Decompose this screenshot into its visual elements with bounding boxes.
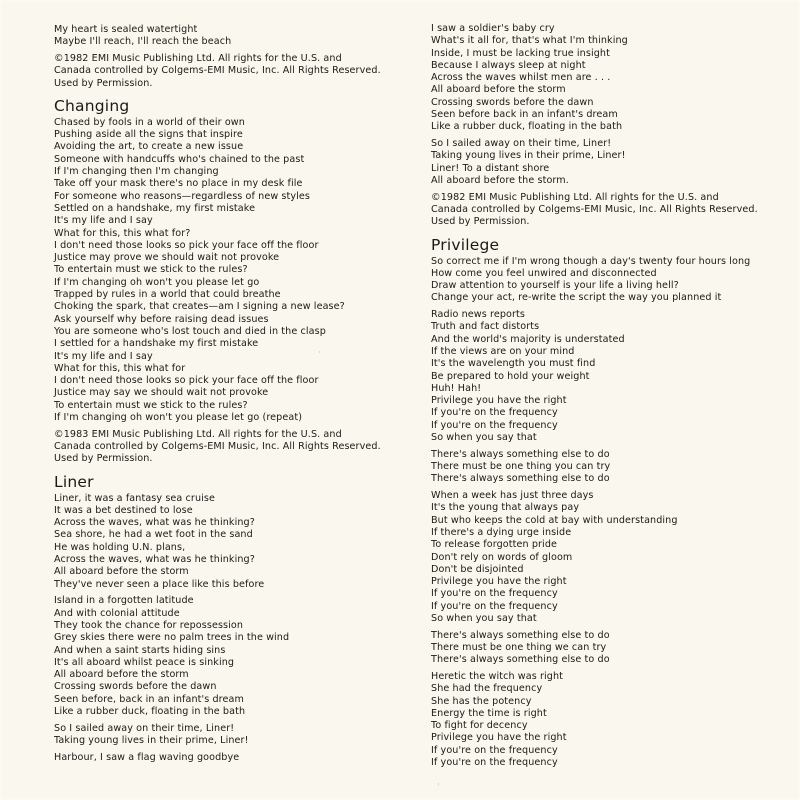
lyric-line: It's the wavelength you must find [431,358,596,370]
lyric-stanza [54,723,404,748]
lyric-line: It's all aboard whilst peace is sinking [54,656,235,668]
changing-lyrics [54,117,404,424]
lyric-line: Privilege you have the right [431,395,567,407]
lyric-line: Huh! Hah! [431,382,482,394]
lyric-line: Inside, I must be lacking true insight [431,47,610,59]
left-column [54,24,404,768]
lyric-line: Truth and fact distorts [431,321,540,333]
lyric-line: So when you say that [431,432,537,444]
liner-lyrics [54,493,404,764]
lyric-line: It's my life and I say [54,350,153,362]
lyric-line: Someone with handcuffs who's chained to the past [54,153,305,165]
lyric-line: Be prepared to hold your weight [431,370,590,382]
lyric-line: Justice may say we should wait not provoke [54,387,269,399]
changing-copyright [54,429,404,466]
lyric-line: She had the frequency [431,683,543,695]
lyric-line: There's always something else to do [431,629,610,641]
lyric-line: If I'm changing then I'm changing [54,166,219,178]
lyric-line: Don't be disjointed [431,563,524,575]
lyric-line: Across the waves whilst men are . . . [431,72,611,84]
lyric-line: All aboard before the storm [431,84,566,96]
lyric-line: Because I always sleep at night [431,59,586,71]
lyric-line: Crossing swords before the dawn [54,681,217,693]
lyric-line: Taking young lives in their prime, Liner! [54,735,249,746]
lyric-line: Like a rubber duck, floating in the bath [431,121,623,133]
lyric-stanza [431,449,781,486]
lyric-line: All aboard before the storm. [431,174,569,186]
lyric-line: I don't need those looks so pick your face off the floor [54,375,319,387]
lyric-line: He was holding U.N. plans, [54,541,186,553]
lyric-line: Harbour, I saw a flag waving goodbye [54,751,240,763]
lyric-line: Grey skies there were no palm trees in the wind [54,632,290,644]
lyric-line: Across the waves, what was he thinking? [54,554,255,566]
lyric-line: Radio news reports [431,309,525,321]
lyric-line: Settled on a handshake, my first mistake [54,202,256,214]
lyric-line: What for this, this what for? [54,227,191,239]
text-line: Used by Permission. [54,77,153,89]
lyric-line: I saw a soldier's baby cry [431,23,555,34]
lyric-stanza [431,256,781,305]
paper-speck-decoration: · [318,348,321,358]
lyric-line: So when you say that [431,613,537,625]
lyric-line: Justice may prove we should wait not provoke [54,252,280,264]
privilege-lyrics [431,256,781,770]
lyric-line: Crossing swords before the dawn [431,96,594,108]
lyric-line: To fight for decency [431,720,528,732]
lyric-line: Like a rubber duck, floating in the bath [54,706,246,718]
lyric-line: If you're on the frequency [431,588,558,600]
text-line: ©1982 EMI Music Publishing Ltd. All rights for the U.S. and [54,52,342,64]
lyric-line: It was a bet destined to lose [54,504,193,516]
lyric-line: Chased by fools in a world of their own [54,116,245,128]
intro-stanza [54,24,404,49]
text-line: Maybe I'll reach, I'll reach the beach [54,36,232,48]
lyric-line: And when a saint starts hiding sins [54,644,226,656]
lyric-line: If there's a dying urge inside [431,526,572,538]
lyric-line: And the world's majority is understated [431,333,625,345]
lyric-line: When a week has just three days [431,490,594,502]
lyric-line: I settled for a handshake my first mistake [54,338,259,350]
lyric-stanza [54,117,404,424]
lyric-line: And with colonial attitude [54,607,180,619]
text-line: ©1982 EMI Music Publishing Ltd. All rights for the U.S. and [431,191,719,203]
lyric-line: Pushing aside all the signs that inspire [54,129,243,141]
lyric-line: Draw attention to yourself is your life a living hell? [431,280,679,292]
lyric-line: All aboard before the storm [54,566,189,578]
lyric-line: Trapped by rules in a world that could breathe [54,289,281,301]
lyric-stanza [431,671,781,769]
lyric-line: She has the potency [431,695,532,707]
text-line: Used by Permission. [54,453,153,465]
lyric-line: If you're on the frequency [431,600,558,612]
lyric-line: There must be one thing you can try [431,461,611,473]
lyric-stanza [431,23,781,134]
lyric-line: So correct me if I'm wrong though a day's twenty four hours long [431,255,751,267]
lyric-line: If you're on the frequency [431,419,558,431]
text-line: Canada controlled by Colgems-EMI Music, Inc. All Rights Reserved. [54,440,381,452]
intro-copyright [54,53,404,90]
lyric-line: Ask yourself why before raising dead issues [54,313,269,325]
lyric-line: Island in a forgotten latitude [54,595,194,607]
lyric-stanza [431,630,781,667]
lyric-line: To entertain must we stick to the rules? [54,264,248,276]
lyric-line: Avoiding the art, to create a new issue [54,141,244,153]
lyric-line: If I'm changing oh won't you please let go [54,276,260,288]
liner-copyright [431,192,781,229]
liner-lyrics-continued [431,23,781,187]
lyric-line: Change your act, re-write the script the way you planned it [431,292,722,304]
lyric-line: To entertain must we stick to the rules? [54,399,248,411]
lyric-line: Seen before back in an infant's dream [431,109,618,121]
lyric-line: Choking the spark, that creates—am I signing a new lease? [54,301,345,313]
lyric-stanza [54,493,404,591]
lyric-line: If you're on the frequency [431,744,558,756]
lyric-line: Taking young lives in their prime, Liner! [431,150,626,162]
lyric-stanza [54,595,404,718]
lyric-line: But who keeps the cold at bay with understanding [431,514,678,526]
text-line: ©1983 EMI Music Publishing Ltd. All rights for the U.S. and [54,428,342,440]
lyric-line: So I sailed away on their time, Liner! [54,722,235,734]
lyric-line: For someone who reasons—regardless of new styles [54,190,311,202]
lyric-stanza [431,490,781,625]
song-title-changing: Changing [54,96,130,115]
lyric-line: Privilege you have the right [431,576,567,588]
lyric-line: There must be one thing we can try [431,642,607,653]
lyric-stanza [431,309,781,444]
lyric-line: What's it all for, that's what I'm thinking [431,35,628,47]
lyric-line: All aboard before the storm [54,669,189,681]
song-title-liner: Liner [54,472,94,491]
lyric-line: If you're on the frequency [431,407,558,419]
lyric-line: So I sailed away on their time, Liner! [431,138,612,150]
lyric-line: Heretic the witch was right [431,670,563,682]
lyric-line: Privilege you have the right [431,732,567,744]
lyric-line: Take off your mask there's no place in my desk file [54,178,303,190]
lyric-line: It's my life and I say [54,215,153,227]
paper-speck-decoration: ˈ [437,783,440,793]
song-title-privilege: Privilege [431,235,500,254]
lyric-line: Seen before, back in an infant's dream [54,693,244,705]
lyric-line: There's always something else to do [431,448,610,460]
lyric-line: If I'm changing oh won't you please let go (repeat) [54,412,303,423]
lyric-line: There's always something else to do [431,473,610,485]
lyric-line: They've never seen a place like this before [54,578,265,590]
text-line: Canada controlled by Colgems-EMI Music, Inc. All Rights Reserved. [431,203,758,215]
text-line: My heart is sealed watertight [54,24,198,35]
lyric-line: They took the chance for repossession [54,619,244,631]
lyric-line: What for this, this what for [54,362,186,374]
text-line: Canada controlled by Colgems-EMI Music, Inc. All Rights Reserved. [54,65,381,77]
lyric-line: Sea shore, he had a wet foot in the sand [54,529,253,541]
lyric-line: Liner, it was a fantasy sea cruise [54,492,216,504]
lyric-line: Liner! To a distant shore [431,162,550,174]
right-column [431,23,781,774]
lyric-line: It's the young that always pay [431,502,580,514]
lyric-line: You are someone who's lost touch and died in the clasp [54,325,326,337]
lyric-line: Across the waves, what was he thinking? [54,517,255,529]
text-line: Used by Permission. [431,216,530,228]
lyric-line: There's always something else to do [431,654,610,666]
lyric-line: If the views are on your mind [431,346,575,357]
lyric-line: Don't rely on words of gloom [431,551,573,563]
lyric-line: If you're on the frequency [431,757,558,769]
lyric-line: Energy the time is right [431,707,547,719]
lyric-line: To release forgotten pride [431,539,558,551]
lyric-stanza [431,138,781,187]
lyric-stanza [54,752,404,764]
lyric-line: I don't need those looks so pick your face off the floor [54,239,319,251]
lyric-line: How come you feel unwired and disconnected [431,267,657,279]
